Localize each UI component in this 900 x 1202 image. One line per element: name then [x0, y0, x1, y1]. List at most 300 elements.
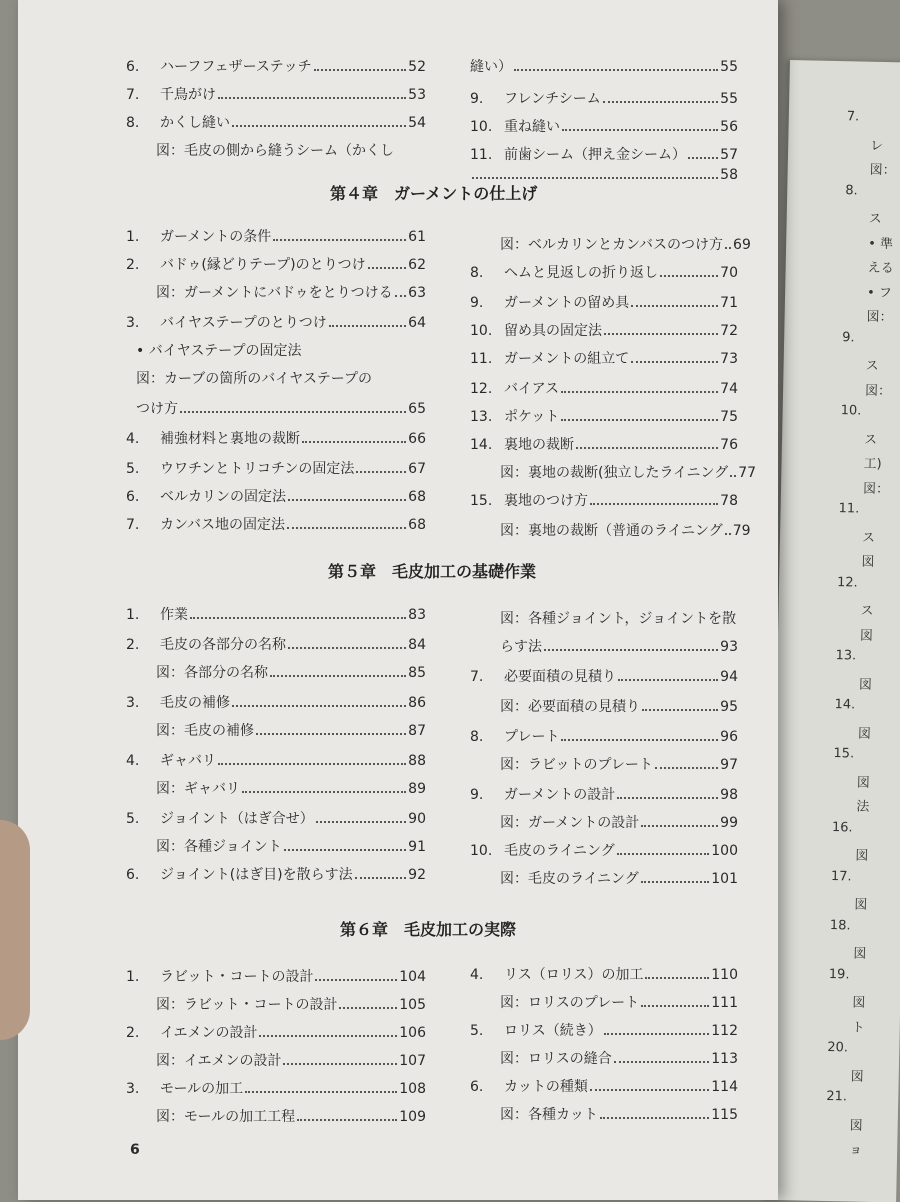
entry-number: 5. — [126, 811, 140, 827]
entry-number: 15. — [470, 493, 493, 509]
toc-entry — [470, 350, 738, 368]
entry-page: 104 — [399, 969, 426, 985]
leader-dots — [288, 499, 406, 501]
toc-entry — [136, 400, 426, 418]
leader-dots — [631, 361, 718, 363]
adjacent-page-fragment: ス — [863, 432, 878, 448]
entry-page: 106 — [399, 1025, 426, 1041]
leader-dots — [641, 1005, 709, 1007]
adjacent-page-fragment: 図 — [854, 897, 868, 913]
leader-dots — [614, 1061, 710, 1063]
entry-page: 73 — [720, 351, 738, 367]
entry-page: 114 — [711, 1079, 738, 1095]
leader-dots — [232, 705, 406, 707]
entry-page: 55 — [720, 59, 738, 75]
leader-dots — [590, 503, 718, 505]
entry-page: 57 — [720, 147, 738, 163]
leader-dots — [339, 1007, 397, 1009]
entry-title: 千鳥がけ — [160, 87, 216, 103]
toc-entry — [500, 814, 738, 832]
entry-page: 100 — [711, 843, 738, 859]
leader-dots — [302, 441, 406, 443]
adjacent-page-fragment: 10. — [840, 403, 862, 419]
toc-entry — [126, 86, 426, 104]
toc-entry — [470, 58, 738, 76]
toc-entry — [126, 460, 426, 478]
toc-entry — [500, 698, 738, 716]
leader-dots — [355, 877, 407, 879]
entry-page: 90 — [408, 811, 426, 827]
toc-entry — [470, 146, 738, 164]
entry-title: ガーメントの設計 — [504, 787, 616, 803]
toc-entry — [500, 1050, 738, 1068]
entry-page: 110 — [711, 967, 738, 983]
adjacent-page-fragment: 8. — [845, 182, 858, 198]
entry-title: ジョイント（はぎ合せ） — [160, 811, 314, 827]
adjacent-page-fragment: える — [867, 260, 894, 277]
toc-entry — [136, 370, 426, 388]
entry-number: 14. — [470, 437, 493, 453]
adjacent-page-fragment: 図 — [859, 628, 874, 644]
toc-entry — [126, 810, 426, 828]
toc-entry — [470, 118, 738, 136]
entry-number: 7. — [126, 517, 140, 533]
entry-title: バドゥ(縁どりテープ)のとりつけ — [160, 257, 366, 273]
entry-number: 6. — [126, 59, 140, 75]
entry-page: 108 — [399, 1081, 426, 1097]
entry-title: 図：各種カット — [500, 1107, 598, 1123]
entry-title: カットの種類 — [504, 1079, 588, 1095]
toc-entry — [470, 1022, 738, 1040]
toc-entry — [126, 694, 426, 712]
chapter-5-heading: 第５章 毛皮加工の基礎作業 — [328, 562, 537, 581]
leader-dots — [259, 1035, 397, 1037]
adjacent-page-fragment: 図 — [855, 848, 869, 864]
entry-number: 8. — [470, 729, 484, 745]
entry-page: 112 — [711, 1023, 738, 1039]
entry-page: 68 — [408, 517, 426, 533]
leader-dots — [356, 471, 406, 473]
leader-dots — [232, 125, 406, 127]
entry-page: 94 — [720, 669, 738, 685]
toc-entry — [156, 722, 426, 740]
entry-title: 図：イエメンの設計 — [156, 1053, 282, 1069]
entry-title: 図：裏地の裁断（普通のライニング — [500, 523, 723, 539]
leader-dots — [256, 733, 406, 735]
entry-page: 91 — [408, 839, 426, 855]
entry-page: 97 — [720, 757, 738, 773]
leader-dots — [604, 333, 718, 335]
entry-page: 64 — [408, 315, 426, 331]
entry-title: 留め具の固定法 — [504, 323, 602, 339]
entry-title: 図：ラビットのプレート — [500, 757, 653, 773]
entry-title: ガーメントの条件 — [160, 229, 272, 245]
toc-entry — [126, 256, 426, 274]
toc-entry — [156, 142, 426, 160]
toc-entry — [470, 380, 738, 398]
entry-number: 7. — [470, 669, 484, 685]
entry-title: 図：各種ジョイント — [156, 839, 282, 855]
entry-page: 107 — [399, 1053, 426, 1069]
adjacent-page-fragment: 図 — [857, 726, 872, 742]
toc-entry — [126, 516, 426, 534]
leader-dots — [725, 533, 731, 535]
entry-page: 67 — [408, 461, 426, 477]
entry-number: 12. — [470, 381, 493, 397]
toc-entry — [470, 492, 738, 510]
entry-page: 78 — [720, 493, 738, 509]
chapter-6-heading: 第６章 毛皮加工の実際 — [340, 920, 517, 939]
toc-entry — [156, 284, 426, 302]
leader-dots — [655, 767, 718, 769]
entry-title: つけ方 — [136, 401, 178, 417]
leader-dots — [631, 305, 718, 307]
leader-dots — [544, 649, 718, 651]
adjacent-page-fragment: 図 — [850, 1068, 864, 1085]
toc-entry — [470, 294, 738, 312]
finger — [0, 820, 30, 1040]
entry-title: 裏地の裁断 — [504, 437, 574, 453]
entry-page: 74 — [720, 381, 738, 397]
adjacent-page-fragment: • 準 — [868, 236, 894, 252]
entry-title: ラビット・コートの設計 — [160, 969, 314, 985]
entry-page: 99 — [720, 815, 738, 831]
toc-entry — [126, 968, 426, 986]
toc-entry — [126, 430, 426, 448]
entry-number: 10. — [470, 119, 493, 135]
entry-title: 裏地のつけ方 — [504, 493, 588, 509]
adjacent-page-fragment: 図 — [849, 1117, 863, 1134]
leader-dots — [641, 881, 710, 883]
entry-page: 58 — [720, 167, 738, 183]
entry-page: 62 — [408, 257, 426, 273]
toc-entry — [126, 866, 426, 884]
entry-number: 6. — [126, 489, 140, 505]
entry-page: 111 — [711, 995, 738, 1011]
toc-entry — [156, 1052, 426, 1070]
entry-title: 必要面積の見積り — [504, 669, 616, 685]
toc-entry — [500, 994, 738, 1012]
leader-dots — [642, 709, 718, 711]
adjacent-page-fragment: 17. — [830, 868, 852, 884]
entry-number: 5. — [126, 461, 140, 477]
leader-dots — [604, 1033, 710, 1035]
entry-title: 作業 — [160, 607, 188, 623]
leader-dots — [660, 275, 718, 277]
entry-page: 88 — [408, 753, 426, 769]
toc-entry — [500, 610, 738, 628]
entry-title: 図：必要面積の見積り — [500, 699, 640, 715]
entry-page: 92 — [408, 867, 426, 883]
entry-page: 71 — [720, 295, 738, 311]
toc-entry — [470, 264, 738, 282]
entry-number: 9. — [470, 787, 484, 803]
adjacent-page-fragment: ス — [868, 211, 882, 227]
entry-page: 54 — [408, 115, 426, 131]
entry-page: 52 — [408, 59, 426, 75]
leader-dots — [368, 267, 407, 269]
entry-title: 毛皮のライニング — [504, 843, 615, 859]
entry-page: 63 — [408, 285, 426, 301]
leader-dots — [590, 1089, 709, 1091]
entry-title: 図：ガーメントにバドゥをとりつける — [156, 285, 393, 301]
entry-number: 6. — [126, 867, 140, 883]
adjacent-page-fragment: 13. — [835, 648, 857, 664]
entry-page: 72 — [720, 323, 738, 339]
toc-entry — [470, 728, 738, 746]
entry-title: 図：毛皮の補修 — [156, 723, 254, 739]
toc-entry — [500, 1106, 738, 1124]
entry-page: 53 — [408, 87, 426, 103]
leader-dots — [514, 69, 718, 71]
entry-title: ジョイント(はぎ目)を散らす法 — [160, 867, 353, 883]
leader-dots — [472, 177, 718, 179]
toc-entry — [126, 1024, 426, 1042]
adjacent-page-fragment: 図 — [853, 946, 867, 962]
entry-number: 4. — [126, 431, 140, 447]
adjacent-page-fragment: 図 — [861, 554, 875, 570]
adjacent-page — [766, 60, 900, 1202]
entry-number: 8. — [470, 265, 484, 281]
toc-entry — [126, 114, 426, 132]
entry-page: 79 — [732, 523, 751, 539]
entry-title: ガーメントの組立て — [504, 351, 630, 367]
adjacent-page-fragment: ト — [851, 1020, 865, 1036]
entry-number: 6. — [470, 1079, 484, 1095]
entry-title: 図：ギャバリ — [156, 781, 240, 797]
leader-dots — [245, 1091, 397, 1093]
entry-title: 図：ガーメントの設計 — [500, 815, 640, 831]
entry-title: ベルカリンの固定法 — [160, 489, 286, 505]
entry-title: リス（ロリス）の加工 — [504, 967, 644, 983]
entry-number: 2. — [126, 257, 140, 273]
page-number: 6 — [130, 1142, 140, 1158]
toc-entry — [126, 314, 426, 332]
leader-dots — [297, 1119, 397, 1121]
entry-number: 7. — [126, 87, 140, 103]
entry-title: 図：モールの加工工程 — [156, 1109, 296, 1125]
entry-number: 3. — [126, 1081, 140, 1097]
entry-page: 109 — [399, 1109, 426, 1125]
adjacent-page-fragment: 工) — [863, 456, 882, 473]
adjacent-page-fragment: 18. — [829, 917, 851, 933]
entry-title: 図：裏地の裁断(独立したライニング — [500, 465, 729, 481]
toc-entry — [500, 464, 757, 482]
entry-number: 9. — [470, 91, 484, 107]
entry-number: 5. — [470, 1023, 484, 1039]
toc-entry — [156, 1108, 426, 1126]
adjacent-page-fragment: 図 — [856, 775, 871, 791]
adjacent-page-fragment: ス — [865, 358, 879, 374]
toc-entry — [470, 322, 738, 340]
entry-page: 105 — [399, 997, 426, 1013]
adjacent-page-fragment: 19. — [828, 966, 850, 982]
leader-dots — [600, 1117, 709, 1119]
entry-number: 4. — [470, 967, 484, 983]
adjacent-page-fragment: 12. — [836, 574, 858, 591]
leader-dots — [617, 853, 710, 855]
entry-number: 8. — [126, 115, 140, 131]
entry-page: 68 — [408, 489, 426, 505]
leader-dots — [287, 527, 406, 529]
leader-dots — [329, 325, 406, 327]
entry-title: 図：各種ジョイント，ジョイントを散 — [500, 611, 737, 627]
book-page — [18, 0, 778, 1200]
entry-title: 図：毛皮のライニング — [500, 871, 639, 887]
adjacent-page-fragment: 図： — [864, 383, 892, 399]
entry-title: 図：ラビット・コートの設計 — [156, 997, 338, 1013]
entry-title: 図：毛皮の側から縫うシーム（かくし — [156, 143, 394, 159]
entry-title: かくし縫い — [160, 115, 230, 131]
entry-page: 86 — [408, 695, 426, 711]
entry-page: 101 — [711, 871, 738, 887]
adjacent-page-fragment: 9. — [842, 329, 855, 345]
leader-dots — [218, 97, 406, 99]
entry-page: 76 — [720, 437, 738, 453]
entry-title: バイアス — [504, 381, 560, 397]
toc-entry — [500, 638, 738, 656]
entry-title: ギャバリ — [160, 753, 216, 769]
entry-title: 縫い） — [470, 59, 512, 75]
entry-page: 61 — [408, 229, 426, 245]
leader-dots — [645, 977, 709, 979]
adjacent-page-fragment: 15. — [833, 746, 855, 762]
entry-title: 図：ロリスのプレート — [500, 995, 640, 1011]
toc-entry — [470, 668, 738, 686]
entry-title: プレート — [504, 729, 560, 745]
entry-title: 毛皮の各部分の名称 — [160, 637, 286, 653]
entry-number: 13. — [470, 409, 493, 425]
adjacent-page-fragment: 16. — [831, 819, 853, 835]
leader-dots — [242, 791, 406, 793]
entry-page: 56 — [720, 119, 738, 135]
toc-entry — [126, 228, 426, 246]
entry-number: 2. — [126, 637, 140, 653]
toc-entry — [156, 838, 426, 856]
entry-page: 84 — [408, 637, 426, 653]
entry-page: 89 — [408, 781, 426, 797]
entry-title: ハーフフェザーステッチ — [160, 59, 312, 75]
entry-number: 10. — [470, 843, 493, 859]
adjacent-page-fragment: • フ — [866, 285, 893, 301]
leader-dots — [561, 419, 718, 421]
adjacent-page-fragment: 法 — [856, 799, 870, 815]
toc-entry — [156, 996, 426, 1014]
leader-dots — [618, 679, 718, 681]
entry-page: 95 — [720, 699, 738, 715]
toc-entry — [470, 436, 738, 454]
entry-number: 10. — [470, 323, 493, 339]
toc-entry — [470, 786, 738, 804]
entry-title: 図：ロリスの縫合 — [500, 1051, 612, 1067]
toc-entry — [126, 1080, 426, 1098]
leader-dots — [190, 617, 406, 619]
adjacent-page-fragment: レ — [870, 138, 884, 154]
toc-entry — [126, 488, 426, 506]
leader-dots — [273, 239, 406, 241]
entry-page: 115 — [711, 1107, 738, 1123]
toc-entry — [136, 342, 426, 360]
entry-page: 96 — [720, 729, 738, 745]
toc-entry — [470, 1078, 738, 1096]
entry-page: 87 — [408, 723, 426, 739]
entry-title: イエメンの設計 — [160, 1025, 258, 1041]
leader-dots — [180, 411, 406, 413]
entry-title: 前歯シーム（押え金シーム） — [504, 147, 686, 163]
adjacent-page-fragment: 7. — [846, 109, 860, 125]
leader-dots — [561, 739, 718, 741]
entry-number: 4. — [126, 753, 140, 769]
entry-page: 77 — [738, 465, 757, 481]
leader-dots — [284, 849, 406, 851]
adjacent-page-fragment: 11. — [838, 501, 860, 517]
leader-dots — [315, 979, 397, 981]
entry-number: 3. — [126, 695, 140, 711]
entry-page: 66 — [408, 431, 426, 447]
leader-dots — [316, 821, 406, 823]
toc-entry — [470, 408, 738, 426]
entry-title: ガーメントの留め具 — [504, 295, 630, 311]
toc-entry — [500, 870, 738, 888]
toc-entry — [126, 636, 426, 654]
entry-page: 93 — [720, 639, 738, 655]
adjacent-page-fragment: 14. — [834, 697, 856, 713]
entry-title: バイヤステープのとりつけ — [160, 315, 327, 331]
leader-dots — [314, 69, 407, 71]
leader-dots — [562, 129, 718, 131]
entry-title: 図：カーブの箇所のバイヤステープの — [136, 371, 373, 387]
entry-page: 85 — [408, 665, 426, 681]
entry-number: 9. — [470, 295, 484, 311]
adjacent-page-fragment: 20. — [827, 1040, 849, 1056]
adjacent-page-fragment: 21. — [826, 1088, 848, 1105]
leader-dots — [288, 647, 406, 649]
leader-dots — [730, 475, 736, 477]
entry-title: 補強材料と裏地の裁断 — [160, 431, 300, 447]
leader-dots — [641, 825, 718, 827]
entry-title: モールの加工 — [160, 1081, 244, 1097]
entry-title: ヘムと見返しの折り返し — [504, 265, 658, 281]
entry-title: カンバス地の固定法 — [160, 517, 286, 533]
entry-number: 1. — [126, 969, 140, 985]
adjacent-page-fragment: 図 — [858, 677, 873, 693]
entry-page: 113 — [711, 1051, 738, 1067]
leader-dots — [218, 763, 406, 765]
adjacent-page-fragment: ス — [861, 530, 876, 546]
entry-title: ポケット — [504, 409, 560, 425]
adjacent-page-fragment: 図： — [866, 309, 893, 326]
toc-entry — [126, 752, 426, 770]
entry-page: 98 — [720, 787, 738, 803]
toc-entry — [500, 236, 751, 254]
entry-number: 3. — [126, 315, 140, 331]
entry-title: 毛皮の補修 — [160, 695, 230, 711]
leader-dots — [617, 797, 718, 799]
adjacent-page-fragment: 図： — [862, 481, 890, 497]
adjacent-page-fragment: 図 — [852, 995, 866, 1011]
adjacent-page-fragment: ス — [860, 603, 874, 619]
adjacent-page-fragment: 図： — [869, 162, 896, 179]
leader-dots — [576, 447, 718, 449]
entry-number: 11. — [470, 351, 493, 367]
leader-dots — [283, 1063, 397, 1065]
toc-entry — [500, 522, 751, 540]
entry-number: 1. — [126, 229, 140, 245]
entry-number: 1. — [126, 607, 140, 623]
entry-title: 図：ベルカリンとカンバスのつけ方 — [500, 237, 724, 253]
entry-page: 55 — [720, 91, 738, 107]
toc-entry — [470, 842, 738, 860]
